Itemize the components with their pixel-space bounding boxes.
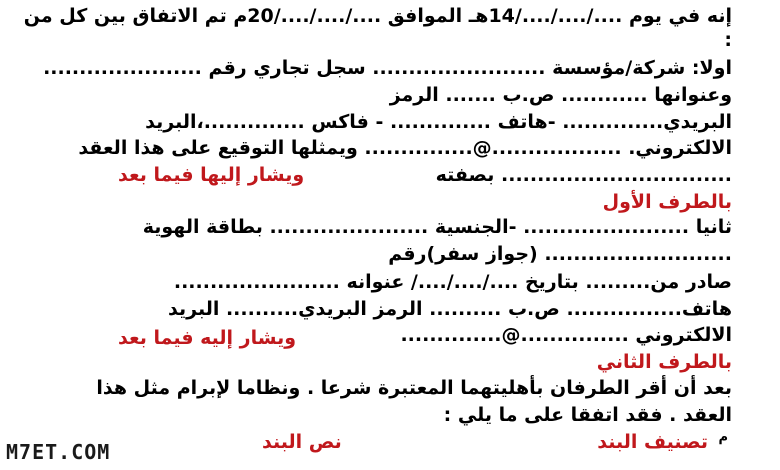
date-line: إنه في يوم ..../..../..../14هـ الموافق ..../..../..../20م تم الاتفاق بين كل من bbox=[23, 5, 732, 27]
address-line: وعنوانها ............ ص.ب ....... الرمز bbox=[389, 84, 732, 106]
email-second-line: الالكتروني ...............@.............. bbox=[400, 324, 732, 346]
site-watermark: M7ET.COM bbox=[6, 440, 111, 464]
clause-text-header: نص البند bbox=[262, 431, 342, 453]
clause-class-header: تصنيف البند bbox=[597, 431, 708, 453]
item-number-marker: م bbox=[718, 430, 728, 445]
issued-line: صادر من......... بتاريخ ..../..../..../ عنوانه ....................... bbox=[173, 271, 732, 293]
agreement-line-2: العقد . فقد اتفقا على ما يلي : bbox=[443, 404, 732, 426]
referred-second-text: ويشار إليه فيما بعد bbox=[118, 327, 297, 349]
colon-line: : bbox=[724, 29, 732, 51]
phone-second-line: هاتف................ ص.ب .......... الرمز البريدي.......... البريد bbox=[168, 298, 732, 320]
email-first-line: الالكتروني. ..................@............... ويمثلها التوقيع على هذا العقد bbox=[78, 137, 732, 159]
first-party-company-line: اولا: شركة/مؤسسة ........................ سجل تجاري رقم ...................... bbox=[43, 57, 732, 79]
first-party-label: بالطرف الأول bbox=[602, 191, 732, 213]
second-party-line: ثانيا ....................... -الجنسية ...................... بطاقة الهوية bbox=[142, 216, 732, 238]
referred-first-text: ويشار إليها فيما بعد bbox=[118, 164, 305, 186]
capacity-first-line: ................................ بصفته bbox=[435, 164, 732, 186]
postal-line: البريدي.............. -هاتف .............. - فاكس ..............،البريد bbox=[145, 111, 732, 133]
second-party-label: بالطرف الثاني bbox=[596, 351, 732, 373]
passport-line: .......................... (جواز سفر)رقم bbox=[388, 243, 732, 265]
agreement-line-1: بعد أن أقر الطرفان بأهليتهما المعتبرة شرعا . ونظاما لإبرام مثل هذا bbox=[96, 377, 732, 399]
